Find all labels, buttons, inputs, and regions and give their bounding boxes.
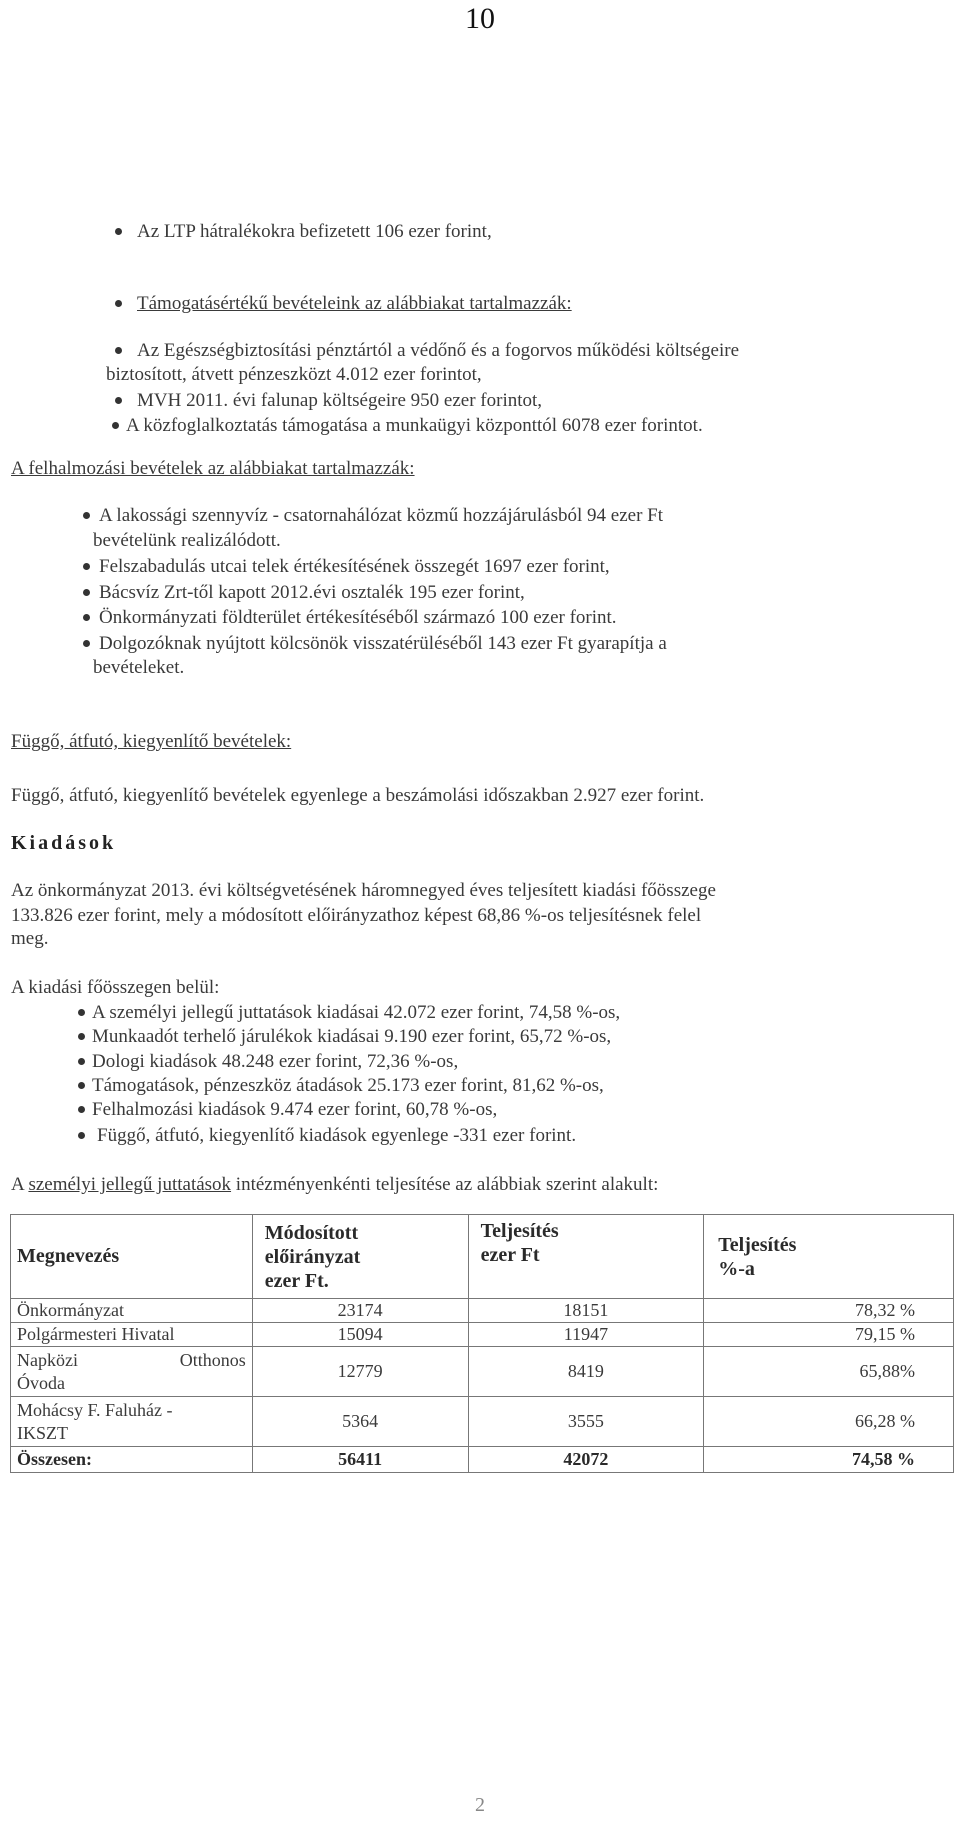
row-name: Önkormányzat bbox=[11, 1299, 253, 1323]
bullet-icon bbox=[83, 589, 90, 596]
bullet-icon bbox=[115, 228, 122, 235]
page-number-bottom: 2 bbox=[475, 1794, 485, 1816]
kiadasok-belul: A kiadási főösszegen belül: bbox=[11, 977, 220, 998]
table-intro-post: intézményenkénti teljesítése az alábbiak szerint alakult: bbox=[231, 1174, 659, 1195]
bullet-icon bbox=[78, 1132, 85, 1139]
row-name-cell bbox=[11, 1397, 253, 1447]
header-teljesites-l2: ezer Ft bbox=[480, 1244, 540, 1266]
table-intro-pre: A bbox=[11, 1174, 29, 1195]
bullet-icon bbox=[78, 1058, 85, 1065]
header-pct-l2: %-a bbox=[718, 1257, 755, 1280]
row-name: Polgármesteri Hivatal bbox=[11, 1323, 253, 1347]
szemelyi-juttatasok-table bbox=[10, 1214, 954, 1473]
kiadasok-heading: Kiadások bbox=[11, 832, 117, 854]
bullet-icon bbox=[78, 1009, 85, 1016]
fuggo-text: Függő, átfutó, kiegyenlítő bevételek egyenlege a beszámolási időszakban 2.927 ezer forint. bbox=[11, 785, 705, 806]
row-name: Napközi bbox=[17, 1349, 78, 1370]
tamogatas-item-2: MVH 2011. évi falunap költségeire 950 ezer forintot, bbox=[137, 390, 543, 411]
total-mod: 56411 bbox=[252, 1447, 468, 1473]
bullet-icon bbox=[78, 1106, 85, 1113]
felhalmozasi-item-5: Dolgozóknak nyújtott kölcsönök visszatérüléséből 143 ezer Ft gyarapítja a bbox=[99, 633, 667, 654]
felhalmozasi-item-1-cont: bevételünk realizálódott. bbox=[93, 530, 281, 551]
row-name: Mohácsy F. Faluház - bbox=[17, 1399, 173, 1420]
kiadas-item-2: Munkaadót terhelő járulékok kiadásai 9.190 ezer forint, 65,72 %-os, bbox=[92, 1026, 612, 1047]
bullet-icon bbox=[78, 1082, 85, 1089]
table-intro-link: személyi jellegű juttatások bbox=[28, 1174, 232, 1195]
tamogatas-heading: Támogatásértékű bevételeink az alábbiakat tartalmazzák: bbox=[137, 293, 572, 314]
row-telj: 8419 bbox=[468, 1347, 704, 1397]
row-pct: 78,32 % bbox=[704, 1299, 954, 1323]
ltp-text: Az LTP hátralékokra befizetett 106 ezer forint, bbox=[137, 221, 492, 242]
row-name-line1 bbox=[17, 1349, 246, 1372]
kiadas-item-5: Felhalmozási kiadások 9.474 ezer forint, 60,78 %-os, bbox=[92, 1099, 498, 1120]
kiadasok-para-line3: meg. bbox=[11, 928, 49, 949]
kiadas-item-6: Függő, átfutó, kiegyenlítő kiadások egyenlege -331 ezer forint. bbox=[97, 1125, 577, 1146]
row-pct: 66,28 % bbox=[704, 1397, 954, 1447]
row-mod: 12779 bbox=[252, 1347, 468, 1397]
header-modositott-l2: előirányzat bbox=[264, 1245, 361, 1268]
bullet-icon bbox=[112, 422, 119, 429]
row-mod: 5364 bbox=[252, 1397, 468, 1447]
total-telj: 42072 bbox=[468, 1447, 704, 1473]
table-row bbox=[11, 1323, 954, 1347]
header-teljesites-pct bbox=[704, 1215, 954, 1299]
row-name-cell bbox=[11, 1347, 253, 1397]
bullet-icon bbox=[115, 347, 122, 354]
total-pct: 74,58 % bbox=[704, 1447, 954, 1473]
table-intro bbox=[11, 1174, 658, 1196]
row-pct: 79,15 % bbox=[704, 1323, 954, 1347]
row-telj: 11947 bbox=[468, 1323, 704, 1347]
table-row bbox=[11, 1347, 954, 1397]
kiadas-item-1: A személyi jellegű juttatások kiadásai 42.072 ezer forint, 74,58 %-os, bbox=[92, 1002, 621, 1023]
bullet-icon bbox=[83, 614, 90, 621]
felhalmozasi-item-2: Felszabadulás utcai telek értékesítésének összegét 1697 ezer forint, bbox=[99, 556, 610, 577]
tamogatas-item-3: A közfoglalkoztatás támogatása a munkaügyi központtól 6078 ezer forintot. bbox=[126, 415, 703, 436]
felhalmozasi-item-4: Önkormányzati földterület értékesítéséből származó 100 ezer forint. bbox=[99, 607, 617, 628]
header-megnevezes: Megnevezés bbox=[11, 1215, 253, 1299]
row-pct: 65,88% bbox=[704, 1347, 954, 1397]
row-mod: 23174 bbox=[252, 1299, 468, 1323]
row-name-right: Otthonos bbox=[179, 1349, 246, 1370]
table-total-row bbox=[11, 1447, 954, 1473]
page-number-top: 10 bbox=[465, 2, 495, 35]
kiadas-item-3: Dologi kiadások 48.248 ezer forint, 72,36 %-os, bbox=[92, 1051, 459, 1072]
table-header-row bbox=[11, 1215, 954, 1299]
kiadas-item-4: Támogatások, pénzeszköz átadások 25.173 ezer forint, 81,62 %-os, bbox=[92, 1075, 604, 1096]
row-telj: 18151 bbox=[468, 1299, 704, 1323]
bullet-icon bbox=[83, 512, 90, 519]
kiadasok-para-line1: Az önkormányzat 2013. évi költségvetésének háromnegyed éves teljesített kiadási főösszege bbox=[11, 880, 716, 901]
header-teljesites bbox=[468, 1215, 704, 1299]
tamogatas-item-1-line2: biztosított, átvett pénzeszközt 4.012 ezer forintot, bbox=[106, 364, 482, 385]
fuggo-heading: Függő, átfutó, kiegyenlítő bevételek: bbox=[11, 731, 292, 752]
header-modositott bbox=[252, 1215, 468, 1299]
total-name: Összesen: bbox=[11, 1447, 253, 1473]
felhalmozasi-item-1-text: A lakossági szennyvíz - csatornahálózat közmű hozzájárulásból 94 ezer Ft bbox=[99, 505, 663, 526]
felhalmozasi-item-3: Bácsvíz Zrt-től kapott 2012.évi osztalék 195 ezer forint, bbox=[99, 582, 525, 603]
header-modositott-l3: ezer Ft. bbox=[264, 1269, 329, 1292]
row-name-line2: Óvoda bbox=[17, 1372, 65, 1393]
bullet-icon bbox=[115, 397, 122, 404]
header-teljesites-l1: Teljesítés bbox=[480, 1220, 559, 1242]
bullet-icon bbox=[83, 640, 90, 647]
bullet-icon bbox=[115, 300, 122, 307]
bullet-icon bbox=[83, 563, 90, 570]
tamogatas-item-1-line1: Az Egészségbiztosítási pénztártól a védőnő és a fogorvos működési költségeire bbox=[137, 340, 740, 361]
bullet-icon bbox=[78, 1033, 85, 1040]
row-name-line2: IKSZT bbox=[17, 1422, 68, 1443]
row-telj: 3555 bbox=[468, 1397, 704, 1447]
felhalmozasi-item-5-cont: bevételeket. bbox=[93, 657, 185, 678]
kiadasok-para-line2: 133.826 ezer forint, mely a módosított előirányzathoz képest 68,86 %-os teljesítésnek felel bbox=[11, 905, 702, 926]
felhalmozasi-item-1 bbox=[99, 505, 915, 527]
felhalmozasi-heading: A felhalmozási bevételek az alábbiakat tartalmazzák: bbox=[11, 458, 415, 479]
table-row bbox=[11, 1299, 954, 1323]
row-mod: 15094 bbox=[252, 1323, 468, 1347]
table-row bbox=[11, 1397, 954, 1447]
header-modositott-l1: Módosított bbox=[264, 1221, 359, 1244]
header-pct-l1: Teljesítés bbox=[718, 1233, 797, 1256]
